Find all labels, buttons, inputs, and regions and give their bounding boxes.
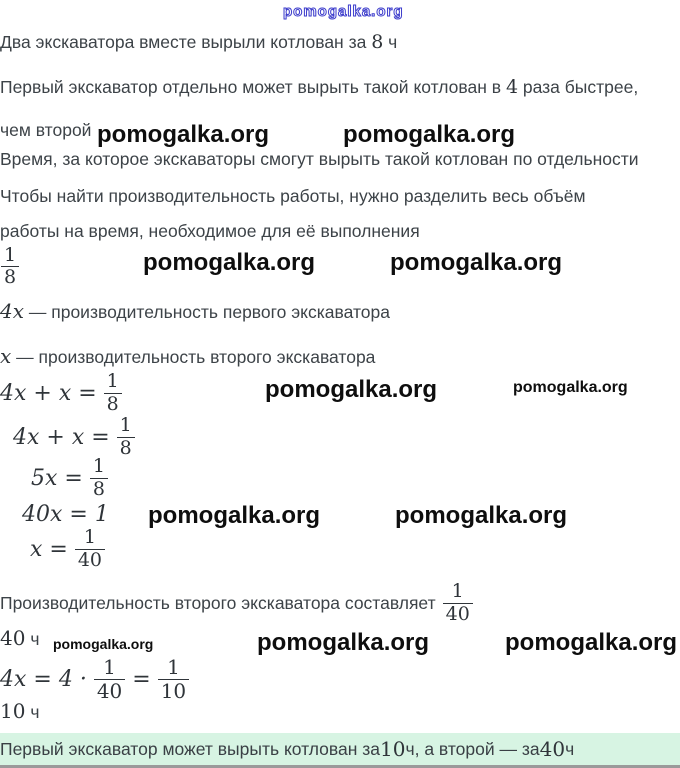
problem-line-3: чем второй <box>0 120 92 140</box>
time-first-excavator: 10 ч <box>0 699 40 723</box>
fraction-total-rate: $\frac{1}{8}$ <box>1 245 19 289</box>
equation-5: x = $\frac{1}{40}$ <box>30 526 105 572</box>
definition-first-excavator: 4x — производительность первого экскаватора <box>0 299 390 323</box>
watermark: pomogalka.org <box>143 249 316 276</box>
watermark: pomogalka.org <box>390 249 563 276</box>
watermark: pomogalka.org <box>513 379 628 396</box>
watermark: pomogalka.org <box>343 121 516 148</box>
watermark: pomogalka.org <box>53 636 154 652</box>
problem-line-2: Первый экскаватор отдельно может вырыть такой котлован в 4 раза быстрее, <box>0 76 639 98</box>
fraction: $\frac{1}{8}$ <box>117 415 135 459</box>
watermark: pomogalka.org <box>395 502 568 529</box>
watermark: pomogalka.org <box>265 376 438 403</box>
definition-second-excavator: x — производительность второго экскаватора <box>0 344 376 368</box>
equation-1: 4x + x = $\frac{1}{8}$ <box>0 370 122 416</box>
problem-line-1: Два экскаватора вместе вырыли котлован за 8 ч <box>0 31 398 53</box>
fraction: $\frac{1}{10}$ <box>158 656 189 702</box>
watermark: pomogalka.org <box>148 502 321 529</box>
equation-6: 4x = 4 · $\frac{1}{40}$ = $\frac{1}{10}$ <box>0 654 189 704</box>
watermark-outline: pomogalka.org <box>283 3 404 20</box>
equation-3: 5x = $\frac{1}{8}$ <box>31 456 108 500</box>
watermark: pomogalka.org <box>505 629 678 656</box>
equation-4: 40x = 1 <box>22 501 109 527</box>
fraction: $\frac{1}{40}$ <box>75 527 105 571</box>
conclusion-second-rate: Производительность второго экскаватора составляет $\frac{1}{40}$ <box>0 580 473 626</box>
time-second-excavator: 40 ч <box>0 626 40 650</box>
answer-banner: Первый экскаватор может вырыть котлован за 10 ч, а второй — за 40 ч <box>0 733 680 768</box>
watermark: pomogalka.org <box>97 121 270 148</box>
fraction: $\frac{1}{8}$ <box>90 456 108 500</box>
watermark: pomogalka.org <box>257 629 430 656</box>
fraction: $\frac{1}{40}$ <box>443 581 473 625</box>
explanation-line-1: Время, за которое экскаваторы смогут вырыть такой котлован по отдельности <box>0 149 639 169</box>
fraction: $\frac{1}{40}$ <box>94 656 125 702</box>
explanation-line-3: работы на время, необходимое для её выполнения <box>0 221 420 241</box>
explanation-line-2: Чтобы найти производительность работы, нужно разделить весь объём <box>0 186 586 206</box>
equation-2: 4x + x = $\frac{1}{8}$ <box>13 413 135 461</box>
fraction: $\frac{1}{8}$ <box>104 371 122 415</box>
